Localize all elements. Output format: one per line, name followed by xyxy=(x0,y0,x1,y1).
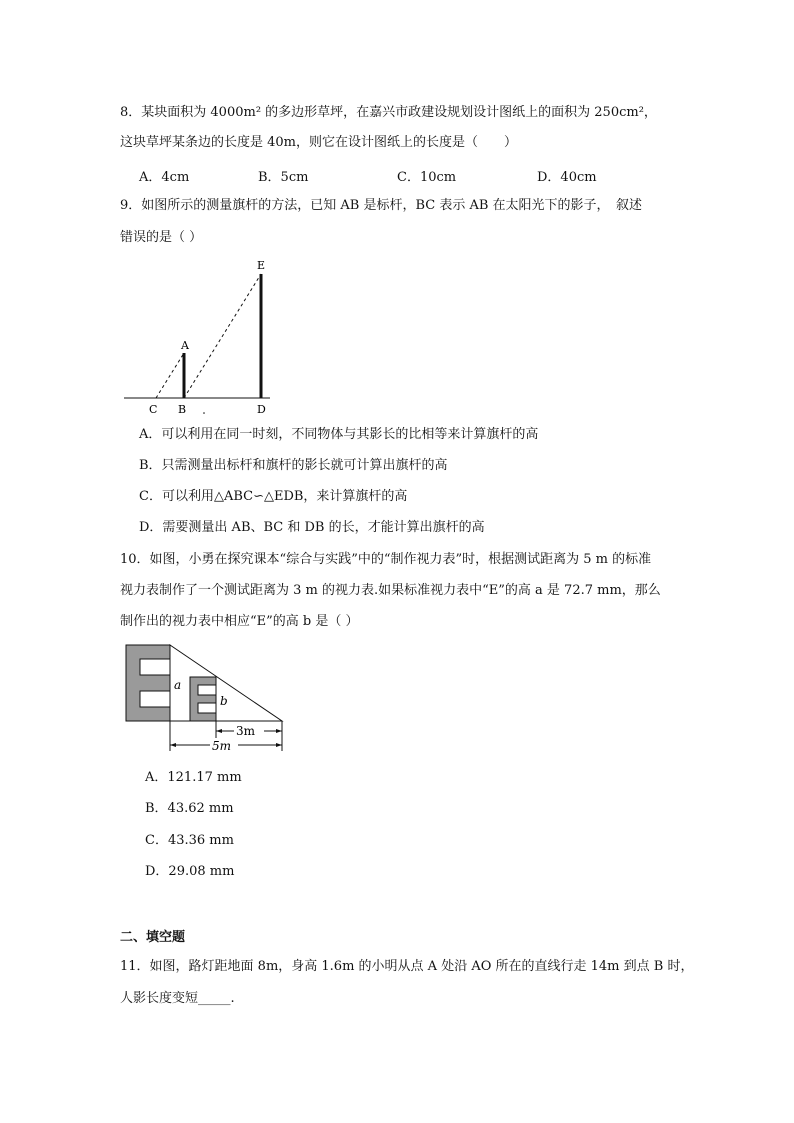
label-c: C xyxy=(149,403,158,416)
q10-option-a: A．121.17 mm xyxy=(145,770,242,785)
label-b: b xyxy=(220,694,228,708)
q10-option-c: C．43.36 mm xyxy=(145,833,234,848)
q9-line2: 错误的是（ ） xyxy=(120,230,203,245)
q9-option-a: A．可以利用在同一时刻，不同物体与其影长的比相等来计算旗杆的高 xyxy=(139,427,539,442)
q9-option-b: B．只需测量出标杆和旗杆的影长就可计算出旗杆的高 xyxy=(139,458,448,473)
q8-option-b: B．5cm xyxy=(258,170,309,185)
large-e-icon xyxy=(126,645,170,721)
label-b: B xyxy=(178,403,187,416)
q8-option-d: D．40cm xyxy=(537,170,597,185)
stray-dot xyxy=(203,412,205,414)
q8-option-a: A．4cm xyxy=(139,170,190,185)
label-5m: 5m xyxy=(212,739,232,753)
label-d: D xyxy=(257,403,266,416)
q8-line1: 8．某块面积为 4000m² 的多边形草坪，在嘉兴市政建设规划设计图纸上的面积为 250cm²， xyxy=(120,105,657,120)
label-a: A xyxy=(181,339,189,352)
triangle-outline xyxy=(170,645,282,721)
sun-ray-be xyxy=(184,274,261,398)
small-e-icon xyxy=(190,677,216,721)
q11-line2: 人影长度变短_____. xyxy=(120,991,235,1006)
q9-option-d: D．需要测量出 AB、BC 和 DB 的长，才能计算出旗杆的高 xyxy=(139,520,485,535)
q8-option-c: C．10cm xyxy=(397,170,457,185)
q10-line3: 制作出的视力表中相应“E”的高 b 是（ ） xyxy=(120,614,359,629)
label-a: a xyxy=(174,678,182,692)
q10-line1: 10．如图，小勇在探究课本“综合与实践”中的“制作视力表”时，根据测试距离为 5 m 的标准 xyxy=(120,552,652,567)
q11-line1: 11．如图，路灯距地面 8m，身高 1.6m 的小明从点 A 处沿 AO 所在的直线行走 14m 到点 B 时， xyxy=(120,959,694,974)
q9-option-c: C．可以利用△ABC∽△EDB，来计算旗杆的高 xyxy=(139,489,408,504)
section-title: 二、填空题 xyxy=(120,930,186,945)
eye-chart-diagram xyxy=(124,643,286,755)
q10-option-d: D．29.08 mm xyxy=(145,864,235,879)
flagpole-diagram xyxy=(120,255,280,420)
label-e: E xyxy=(257,259,266,272)
q8-line2: 这块草坪某条边的长度是 40m，则它在设计图纸上的长度是（ ） xyxy=(120,135,518,150)
q9-line1: 9．如图所示的测量旗杆的方法，已知 AB 是标杆，BC 表示 AB 在太阳光下的影子， 叙述 xyxy=(120,198,643,213)
q10-line2: 视力表制作了一个测试距离为 3 m 的视力表.如果标准视力表中“E”的高 a 是 72.7 mm，那么 xyxy=(120,583,661,598)
label-3m: 3m xyxy=(236,724,256,738)
sun-ray-ac xyxy=(156,353,184,398)
q10-option-b: B．43.62 mm xyxy=(145,801,234,816)
